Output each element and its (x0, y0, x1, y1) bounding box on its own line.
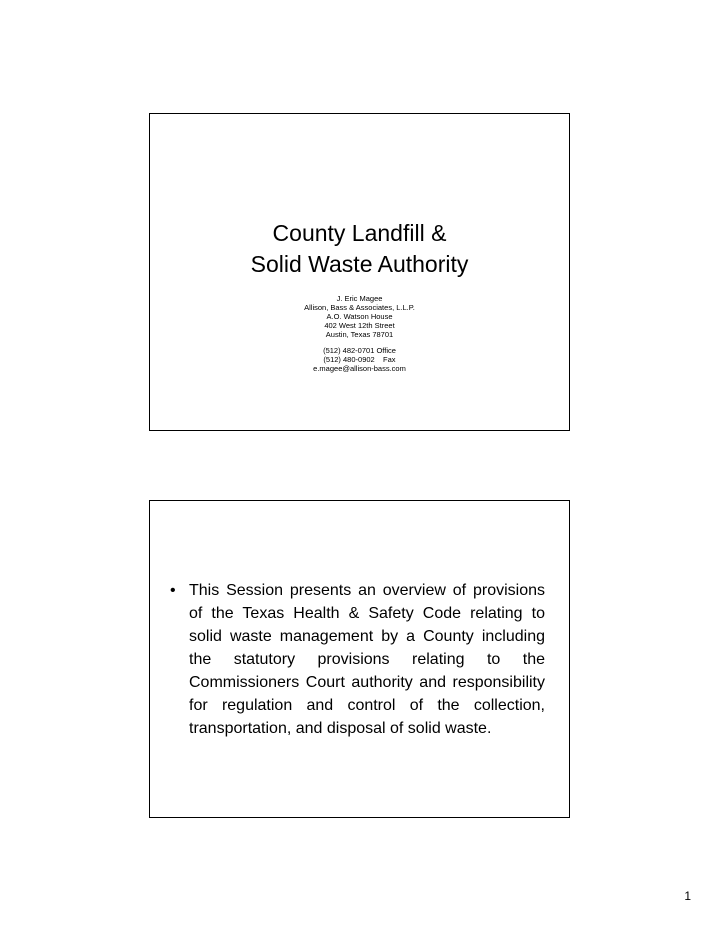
bullet-text: This Session presents an overview of provisions of the Texas Health & Safety Code relating to solid waste management by a County including the statutory provisions relating to the Commissioners Court authority and responsibility for regulation and control of the collection, transportation, and disposal of solid waste. (189, 582, 545, 737)
firm-name: Allison, Bass & Associates, L.L.P. (304, 303, 415, 312)
contact-spacer (150, 339, 569, 346)
fax-number: (512) 480-0902 Fax (323, 355, 396, 364)
street-address: 402 West 12th Street (324, 321, 395, 330)
building-name: A.O. Watson House (326, 312, 393, 321)
bullet-item (162, 579, 545, 740)
city-state-zip: Austin, Texas 78701 (325, 330, 394, 339)
contact-info (150, 294, 569, 373)
slide-2 (149, 500, 570, 818)
bullet-icon: • (170, 582, 176, 599)
office-phone: (512) 482-0701 Office (323, 346, 396, 355)
title-line-1: County Landfill & (272, 220, 447, 246)
slide-title (150, 218, 569, 280)
slide-1 (149, 113, 570, 431)
email-address: e.magee@allison-bass.com (313, 364, 406, 373)
title-line-2: Solid Waste Authority (250, 251, 469, 277)
presenter-name: J. Eric Magee (336, 294, 383, 303)
page-number: 1 (684, 889, 691, 903)
